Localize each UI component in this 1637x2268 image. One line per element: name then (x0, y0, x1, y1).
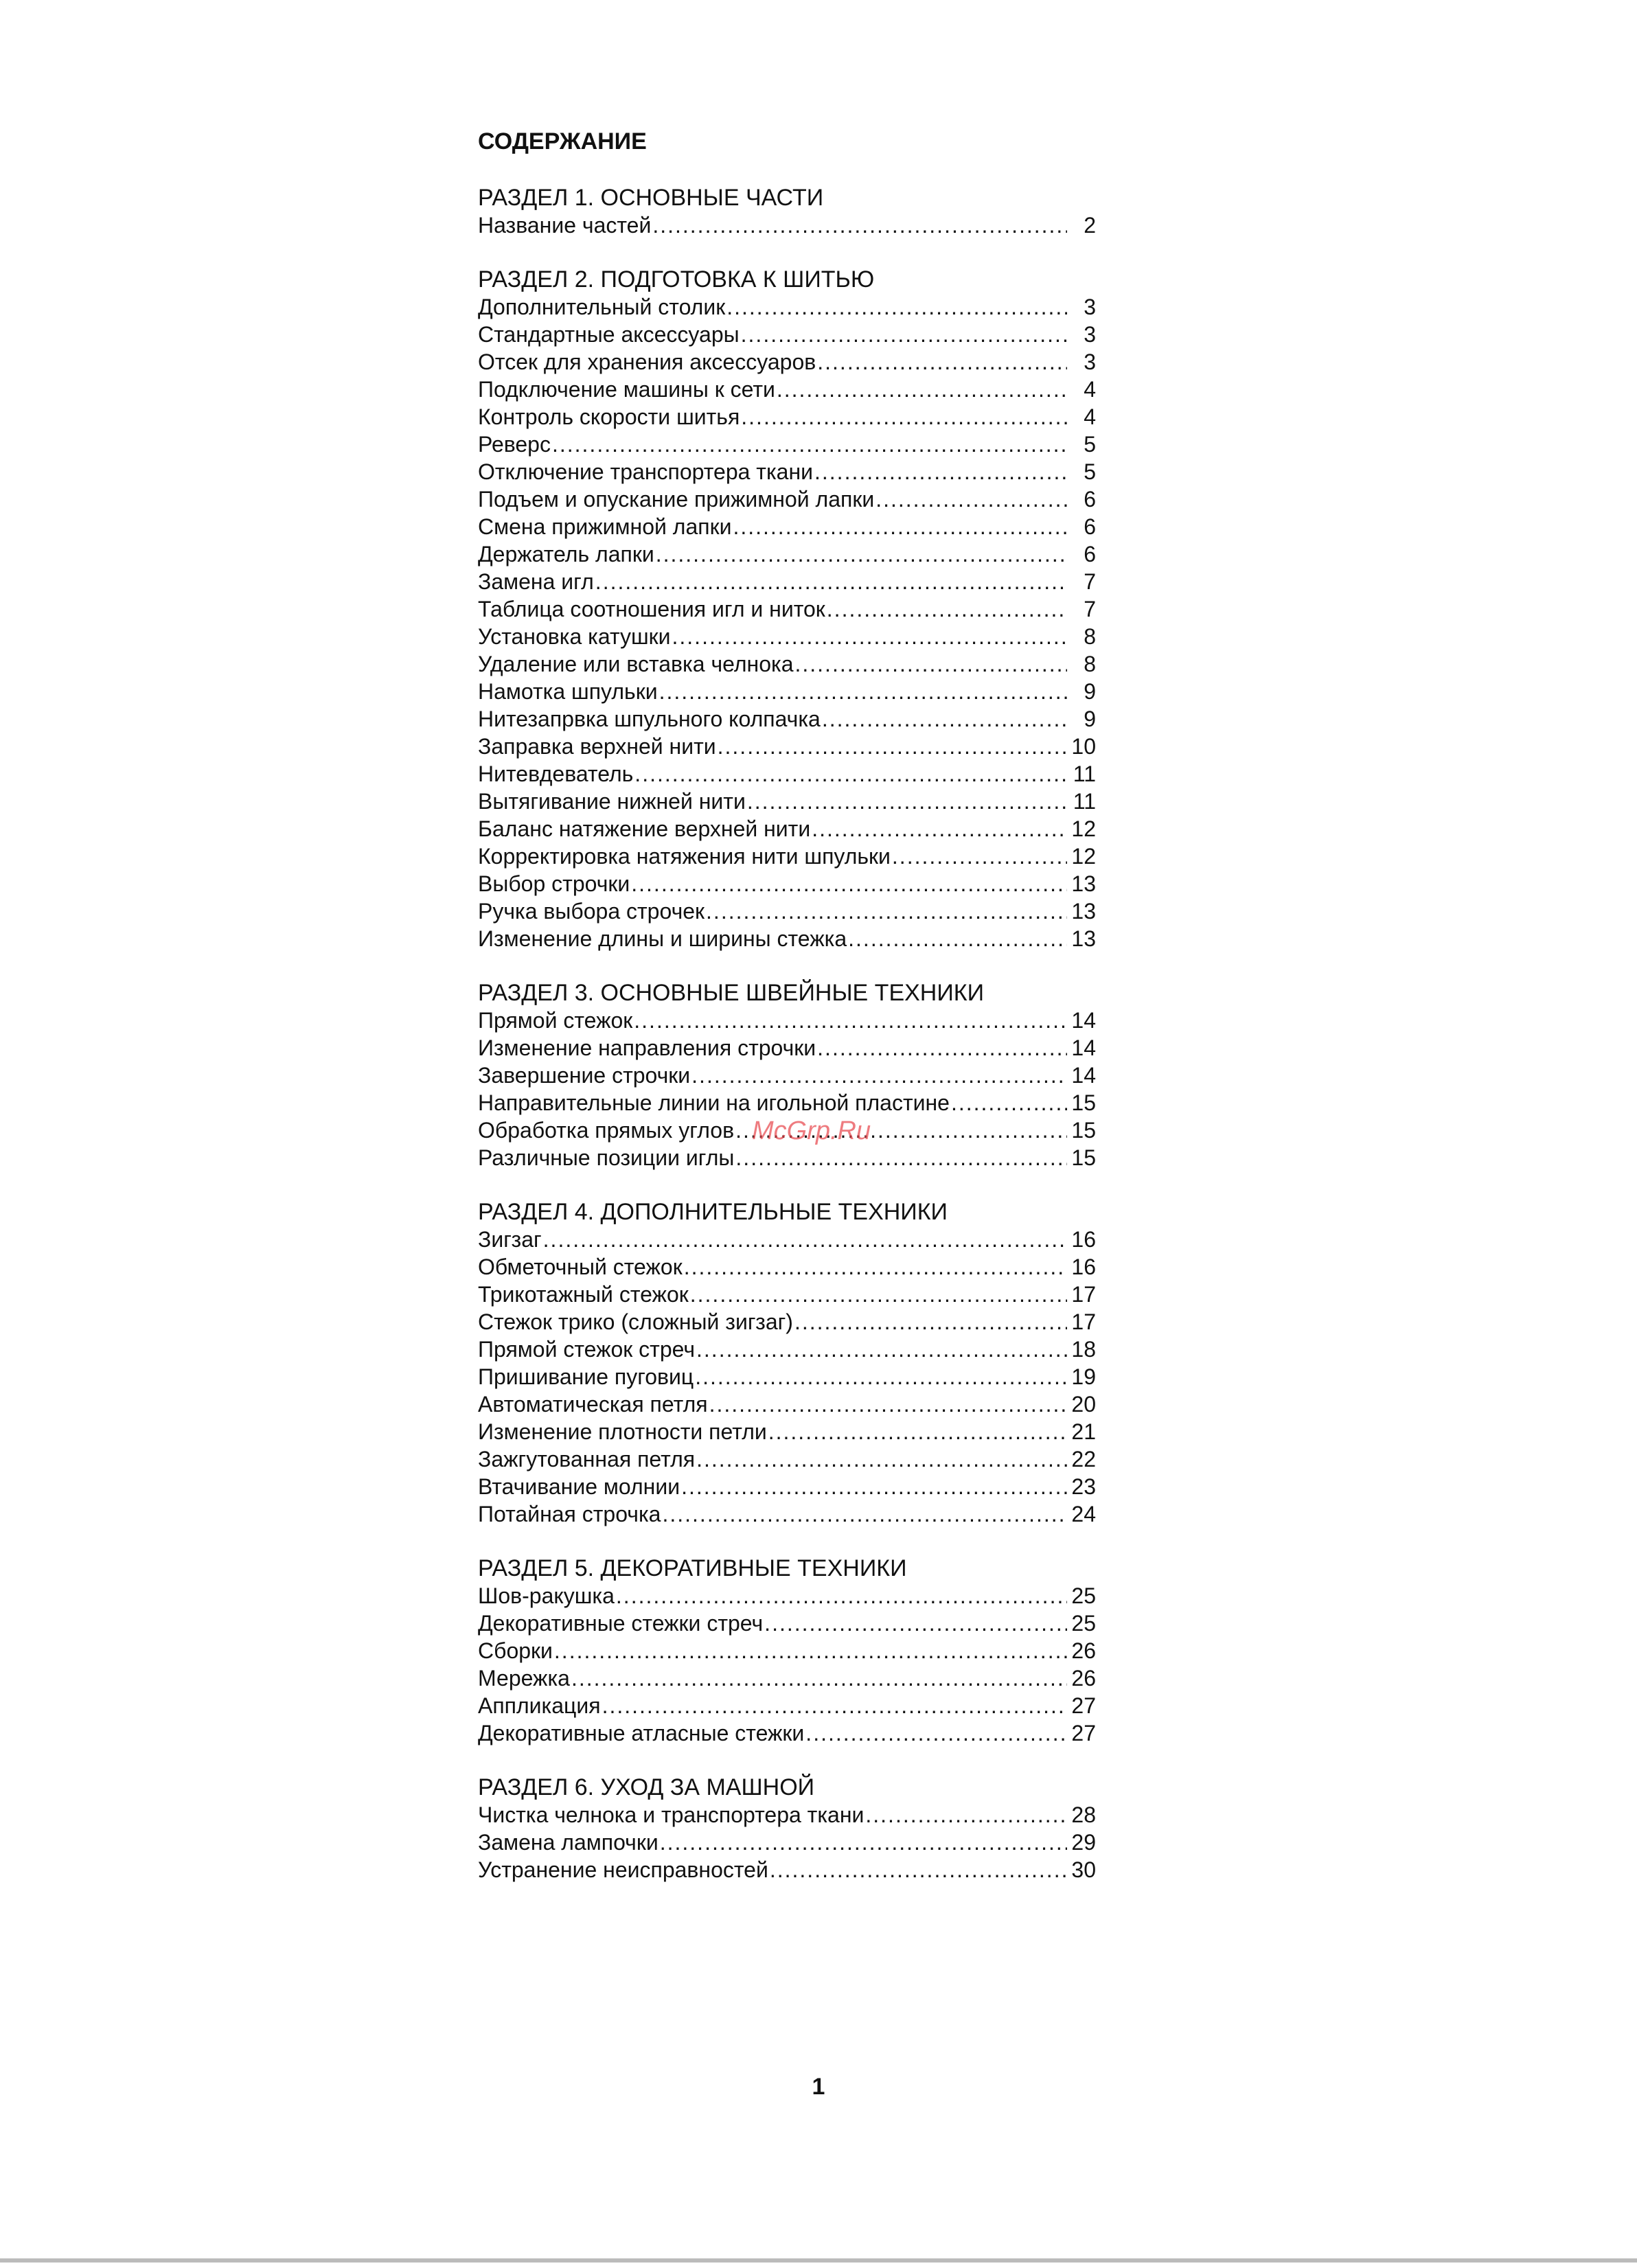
entry-title: Пришивание пуговиц (478, 1364, 694, 1389)
toc-entry (478, 348, 1096, 376)
toc-entry (478, 1089, 1096, 1116)
entry-page: 28 (1071, 1802, 1096, 1827)
section-heading: РАЗДЕЛ 2. ПОДГОТОВКА К ШИТЬЮ (478, 266, 875, 293)
entry-title: Стежок трико (сложный зигзаг) (478, 1309, 793, 1334)
toc-title: СОДЕРЖАНИЕ (478, 128, 647, 154)
toc-entry (478, 376, 1096, 403)
entry-page: 13 (1071, 871, 1096, 896)
dot-leader (734, 1144, 1067, 1171)
toc-entry (478, 1007, 1096, 1034)
entry-title: Различные позиции иглы (478, 1145, 735, 1170)
entry-title: Смена прижимной лапки (478, 514, 732, 539)
toc-entry (478, 760, 1096, 788)
entry-page: 21 (1071, 1419, 1096, 1444)
entry-page: 11 (1073, 789, 1096, 814)
entry-title: Прямой стежок (478, 1008, 633, 1033)
toc-entry (478, 815, 1096, 843)
toc-entry (478, 1829, 1096, 1856)
toc-entry (478, 1445, 1096, 1473)
entry-title: Замена игл (478, 569, 594, 594)
entry-title: Выбор строчки (478, 871, 630, 896)
watermark: McGrp.Ru (752, 1116, 871, 1145)
entry-title: Изменение длины и ширины стежка (478, 926, 847, 951)
entry-page: 25 (1071, 1583, 1096, 1608)
dot-leader (658, 678, 1067, 705)
entry-page: 26 (1071, 1638, 1096, 1663)
toc-entry (478, 650, 1096, 678)
dot-leader (659, 1829, 1067, 1856)
dot-leader (816, 1034, 1067, 1062)
entry-title: Мережка (478, 1666, 570, 1691)
toc-section (478, 266, 1096, 952)
dot-leader (671, 623, 1068, 650)
entry-title: Корректировка натяжения нити шпульки (478, 844, 891, 869)
entry-page: 15 (1071, 1118, 1096, 1143)
dot-leader (874, 485, 1067, 513)
dot-leader (810, 815, 1067, 843)
entry-title: Баланс натяжение верхней нити (478, 816, 811, 841)
toc-entry (478, 623, 1096, 650)
dot-leader (570, 1664, 1067, 1692)
entry-page: 6 (1084, 487, 1096, 512)
entry-page: 4 (1084, 377, 1096, 402)
entry-title: Нитевдеватель (478, 761, 634, 786)
entry-title: Дополнительный столик (478, 295, 726, 319)
toc-entry (478, 513, 1096, 540)
entry-page: 16 (1071, 1255, 1096, 1279)
section-heading: РАЗДЕЛ 4. ДОПОЛНИТЕЛЬНЫЕ ТЕХНИКИ (478, 1199, 948, 1225)
dot-leader (813, 458, 1067, 485)
dot-leader (690, 1062, 1067, 1089)
toc-entry (478, 1390, 1096, 1418)
dot-leader (551, 431, 1067, 458)
entry-page: 24 (1071, 1502, 1096, 1526)
entry-page: 8 (1084, 624, 1096, 649)
entry-page: 29 (1071, 1830, 1096, 1855)
toc-entry (478, 1418, 1096, 1445)
toc-entry (478, 870, 1096, 897)
section-heading: РАЗДЕЛ 5. ДЕКОРАТИВНЫЕ ТЕХНИКИ (478, 1555, 907, 1581)
entry-page: 27 (1071, 1721, 1096, 1745)
toc-entry (478, 1144, 1096, 1171)
entry-page: 6 (1084, 514, 1096, 539)
toc-entry (478, 1719, 1096, 1747)
entry-title: Прямой стежок стреч (478, 1337, 696, 1362)
dot-leader (594, 568, 1067, 595)
dot-leader (680, 1473, 1067, 1500)
dot-leader (793, 1308, 1067, 1336)
dot-leader (689, 1281, 1067, 1308)
entry-title: Трикотажный стежок (478, 1282, 689, 1307)
dot-leader (694, 1363, 1067, 1390)
dot-leader (816, 348, 1067, 376)
dot-leader (695, 1336, 1067, 1363)
toc-entry (478, 1610, 1096, 1637)
dot-leader (716, 733, 1067, 760)
entry-page: 5 (1084, 432, 1096, 457)
entry-page: 20 (1071, 1392, 1096, 1417)
toc-entry (478, 705, 1096, 733)
dot-leader (768, 1856, 1067, 1883)
entry-page: 4 (1084, 404, 1096, 429)
toc-entry (478, 403, 1096, 431)
toc-entry (478, 211, 1096, 239)
toc-entry (478, 678, 1096, 705)
dot-leader (767, 1418, 1067, 1445)
entry-title: Декоративные атласные стежки (478, 1721, 805, 1745)
toc-entry (478, 788, 1096, 815)
entry-title: Название частей (478, 213, 652, 238)
entry-title: Стандартные аксессуары (478, 322, 740, 347)
toc-section (478, 1198, 1096, 1528)
toc-entry (478, 843, 1096, 870)
toc-entry (478, 1664, 1096, 1692)
entry-title: Изменение направления строчки (478, 1035, 816, 1060)
scan-edge-line (0, 2258, 1637, 2263)
entry-title: Обработка прямых углов (478, 1118, 735, 1143)
page-number: 1 (812, 2074, 825, 2100)
dot-leader (553, 1637, 1067, 1664)
dot-leader (683, 1253, 1067, 1281)
entry-page: 7 (1084, 597, 1096, 621)
toc-entry (478, 1336, 1096, 1363)
toc-entry (478, 293, 1096, 321)
toc-entry (478, 431, 1096, 458)
entry-page: 8 (1084, 652, 1096, 676)
toc-entry (478, 1692, 1096, 1719)
entry-page: 2 (1084, 213, 1096, 238)
toc-entry (478, 925, 1096, 952)
dot-leader (633, 760, 1067, 788)
dot-leader (950, 1089, 1067, 1116)
entry-title: Контроль скорости шитья (478, 404, 740, 429)
toc-entry (478, 1363, 1096, 1390)
entry-page: 3 (1084, 350, 1096, 374)
dot-leader (740, 321, 1067, 348)
toc-entry (478, 1226, 1096, 1253)
entry-title: Декоративные стежки стреч (478, 1611, 764, 1636)
entry-title: Автоматическая петля (478, 1392, 708, 1417)
toc-section (478, 184, 1096, 239)
entry-title: Установка катушки (478, 624, 671, 649)
toc-entry (478, 321, 1096, 348)
entry-title: Изменение плотности петли (478, 1419, 767, 1444)
dot-leader (775, 376, 1067, 403)
section-heading: РАЗДЕЛ 3. ОСНОВНЫЕ ШВЕЙНЫЕ ТЕХНИКИ (478, 980, 985, 1006)
entry-title: Завершение строчки (478, 1063, 691, 1088)
dot-leader (615, 1582, 1067, 1610)
entry-page: 12 (1071, 816, 1096, 841)
dot-leader (746, 788, 1067, 815)
toc-entry (478, 1281, 1096, 1308)
dot-leader (731, 513, 1067, 540)
entry-page: 13 (1071, 899, 1096, 924)
entry-title: Отсек для хранения аксессуаров (478, 350, 816, 374)
entry-page: 25 (1071, 1611, 1096, 1636)
entry-page: 13 (1071, 926, 1096, 951)
toc-entry (478, 1062, 1096, 1089)
toc-section (478, 1555, 1096, 1747)
section-heading: РАЗДЕЛ 6. УХОД ЗА МАШНОЙ (478, 1774, 815, 1800)
entry-title: Потайная строчка (478, 1502, 661, 1526)
toc-entry (478, 1856, 1096, 1883)
entry-title: Намотка шпульки (478, 679, 658, 704)
entry-title: Шов-ракушка (478, 1583, 615, 1608)
entry-page: 15 (1071, 1090, 1096, 1115)
toc-entry (478, 897, 1096, 925)
entry-title: Подключение машины к сети (478, 377, 775, 402)
entry-page: 6 (1084, 542, 1096, 566)
dot-leader (804, 1719, 1067, 1747)
dot-leader (695, 1445, 1067, 1473)
toc-entry (478, 1500, 1096, 1528)
entry-title: Заправка верхней нити (478, 734, 716, 759)
toc-entry (478, 540, 1096, 568)
toc-sections (478, 184, 1096, 1883)
entry-page: 14 (1071, 1035, 1096, 1060)
toc-entry (478, 1034, 1096, 1062)
toc-entry (478, 1308, 1096, 1336)
table-of-contents (478, 128, 1096, 1910)
entry-page: 23 (1071, 1474, 1096, 1499)
entry-page: 30 (1071, 1857, 1096, 1882)
dot-leader (661, 1500, 1067, 1528)
entry-title: Втачивание молнии (478, 1474, 680, 1499)
entry-title: Отключение транспортера ткани (478, 459, 813, 484)
dot-leader (891, 843, 1067, 870)
dot-leader (825, 595, 1067, 623)
toc-entry (478, 458, 1096, 485)
dot-leader (542, 1226, 1067, 1253)
entry-page: 19 (1071, 1364, 1096, 1389)
entry-page: 17 (1071, 1282, 1096, 1307)
toc-entry (478, 485, 1096, 513)
entry-title: Направительные линии на игольной пластине (478, 1090, 950, 1115)
dot-leader (740, 403, 1067, 431)
entry-page: 7 (1084, 569, 1096, 594)
dot-leader (651, 211, 1067, 239)
dot-leader (654, 540, 1067, 568)
dot-leader (763, 1610, 1067, 1637)
toc-entry (478, 1253, 1096, 1281)
dot-leader (705, 897, 1067, 925)
toc-entry (478, 595, 1096, 623)
entry-page: 5 (1084, 459, 1096, 484)
entry-title: Подъем и опускание прижимной лапки (478, 487, 875, 512)
entry-title: Реверс (478, 432, 551, 457)
entry-title: Обметочный стежок (478, 1255, 683, 1279)
entry-page: 27 (1071, 1693, 1096, 1718)
entry-page: 15 (1071, 1145, 1096, 1170)
toc-section (478, 1774, 1096, 1883)
entry-title: Ручка выбора строчек (478, 899, 705, 924)
toc-entry (478, 733, 1096, 760)
entry-page: 3 (1084, 295, 1096, 319)
toc-entry (478, 1473, 1096, 1500)
entry-title: Чистка челнока и транспортера ткани (478, 1802, 865, 1827)
entry-page: 18 (1071, 1337, 1096, 1362)
dot-leader (601, 1692, 1067, 1719)
entry-title: Зажгутованная петля (478, 1447, 696, 1471)
entry-page: 10 (1071, 734, 1096, 759)
dot-leader (847, 925, 1067, 952)
entry-page: 9 (1084, 679, 1096, 704)
entry-page: 11 (1073, 761, 1096, 786)
entry-page: 16 (1071, 1227, 1096, 1252)
entry-page: 12 (1071, 844, 1096, 869)
entry-page: 3 (1084, 322, 1096, 347)
dot-leader (632, 1007, 1067, 1034)
entry-title: Сборки (478, 1638, 553, 1663)
dot-leader (708, 1390, 1067, 1418)
dot-leader (821, 705, 1067, 733)
dot-leader (793, 650, 1067, 678)
entry-title: Замена лампочки (478, 1830, 659, 1855)
dot-leader (630, 870, 1067, 897)
entry-page: 14 (1071, 1063, 1096, 1088)
entry-page: 17 (1071, 1309, 1096, 1334)
toc-entry (478, 1582, 1096, 1610)
entry-title: Удаление или вставка челнока (478, 652, 794, 676)
dot-leader (864, 1801, 1067, 1829)
toc-entry (478, 1801, 1096, 1829)
entry-title: Зигзаг (478, 1227, 542, 1252)
toc-entry (478, 568, 1096, 595)
dot-leader (725, 293, 1067, 321)
entry-title: Аппликация (478, 1693, 601, 1718)
entry-page: 9 (1084, 707, 1096, 731)
entry-page: 26 (1071, 1666, 1096, 1691)
section-heading: РАЗДЕЛ 1. ОСНОВНЫЕ ЧАСТИ (478, 185, 824, 211)
entry-title: Держатель лапки (478, 542, 654, 566)
entry-page: 14 (1071, 1008, 1096, 1033)
entry-page: 22 (1071, 1447, 1096, 1471)
entry-title: Нитезапрвка шпульного колпачка (478, 707, 821, 731)
toc-entry (478, 1637, 1096, 1664)
entry-title: Вытягивание нижней нити (478, 789, 746, 814)
entry-title: Таблица соотношения игл и ниток (478, 597, 825, 621)
entry-title: Устранение неисправностей (478, 1857, 768, 1882)
